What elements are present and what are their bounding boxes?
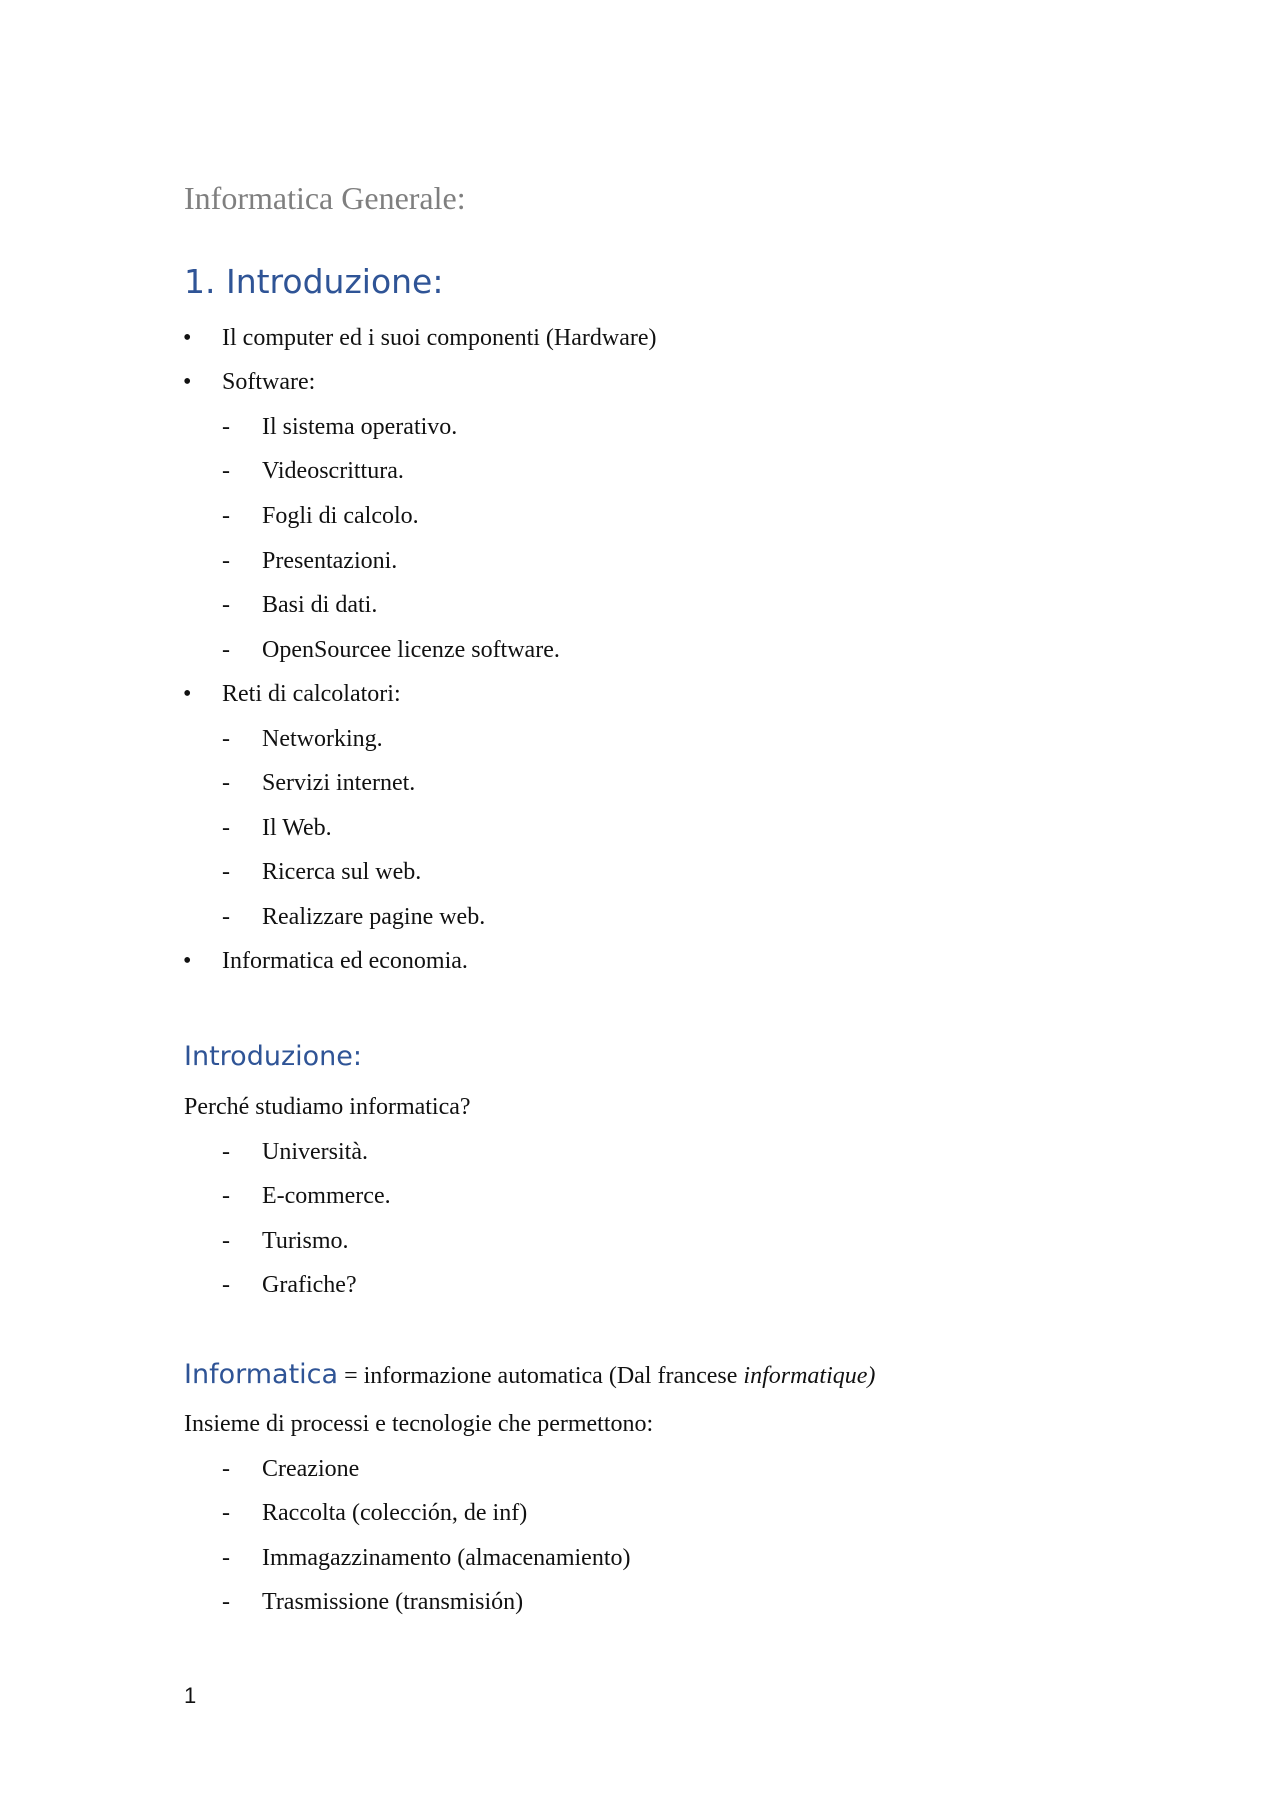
list-item: Informatica ed economia. [222,948,468,974]
bullet-icon: • [183,681,192,707]
dash-icon: - [222,592,230,618]
list-item: Reti di calcolatori: [222,681,401,707]
sub-list-item: Il sistema operativo. [262,414,458,440]
dash-icon: - [222,904,230,930]
document-title: Informatica Generale: [184,180,466,216]
term-heading: Informatica [184,1359,339,1390]
list-item: Il computer ed i suoi componenti (Hardware) [222,325,657,351]
dash-icon: - [222,637,230,663]
dash-icon: - [222,1228,230,1254]
sub-list-item: Immagazzinamento (almacenamiento) [262,1545,631,1571]
dash-icon: - [222,726,230,752]
bullet-icon: • [183,325,192,351]
dash-icon: - [222,1272,230,1298]
sub-list-item: Servizi internet. [262,770,416,796]
dash-icon: - [222,458,230,484]
intro-text: Insieme di processi e tecnologie che permettono: [184,1411,654,1437]
dash-icon: - [222,1183,230,1209]
section-heading-introduzione-2: Introduzione: [184,1041,362,1072]
sub-list-item: Università. [262,1139,368,1165]
definition-text: = informazione automatica (Dal francese [338,1363,744,1389]
list-item: Software: [222,369,316,395]
section-heading-introduzione: 1. Introduzione: [184,262,444,301]
dash-icon: - [222,503,230,529]
sub-list-item: Turismo. [262,1228,349,1254]
definition-line [184,1358,875,1393]
sub-list-item: Ricerca sul web. [262,859,422,885]
sub-list-item: Creazione [262,1456,360,1482]
dash-icon: - [222,1139,230,1165]
page-number: 1 [184,1683,197,1708]
sub-list-item: Raccolta (colección, de inf) [262,1500,528,1526]
sub-list-item: Il Web. [262,815,332,841]
sub-list-item: Realizzare pagine web. [262,904,486,930]
dash-icon: - [222,1456,230,1482]
dash-icon: - [222,414,230,440]
dash-icon: - [222,815,230,841]
sub-list-item: Videoscrittura. [262,458,404,484]
sub-list-item: Grafiche? [262,1272,357,1298]
bullet-icon: • [183,948,192,974]
sub-list-item: Networking. [262,726,383,752]
dash-icon: - [222,859,230,885]
dash-icon: - [222,770,230,796]
sub-list-item: Fogli di calcolo. [262,503,419,529]
sub-list-item: Presentazioni. [262,548,398,574]
sub-list-item: Basi di dati. [262,592,378,618]
dash-icon: - [222,1545,230,1571]
bullet-icon: • [183,369,192,395]
sub-list-item: Trasmissione (transmisión) [262,1589,524,1615]
dash-icon: - [222,1589,230,1615]
dash-icon: - [222,1500,230,1526]
question-text: Perché studiamo informatica? [184,1094,471,1120]
dash-icon: - [222,548,230,574]
definition-italic: informatique) [743,1363,876,1389]
sub-list-item: E-commerce. [262,1183,391,1209]
sub-list-item: OpenSourcee licenze software. [262,637,560,663]
